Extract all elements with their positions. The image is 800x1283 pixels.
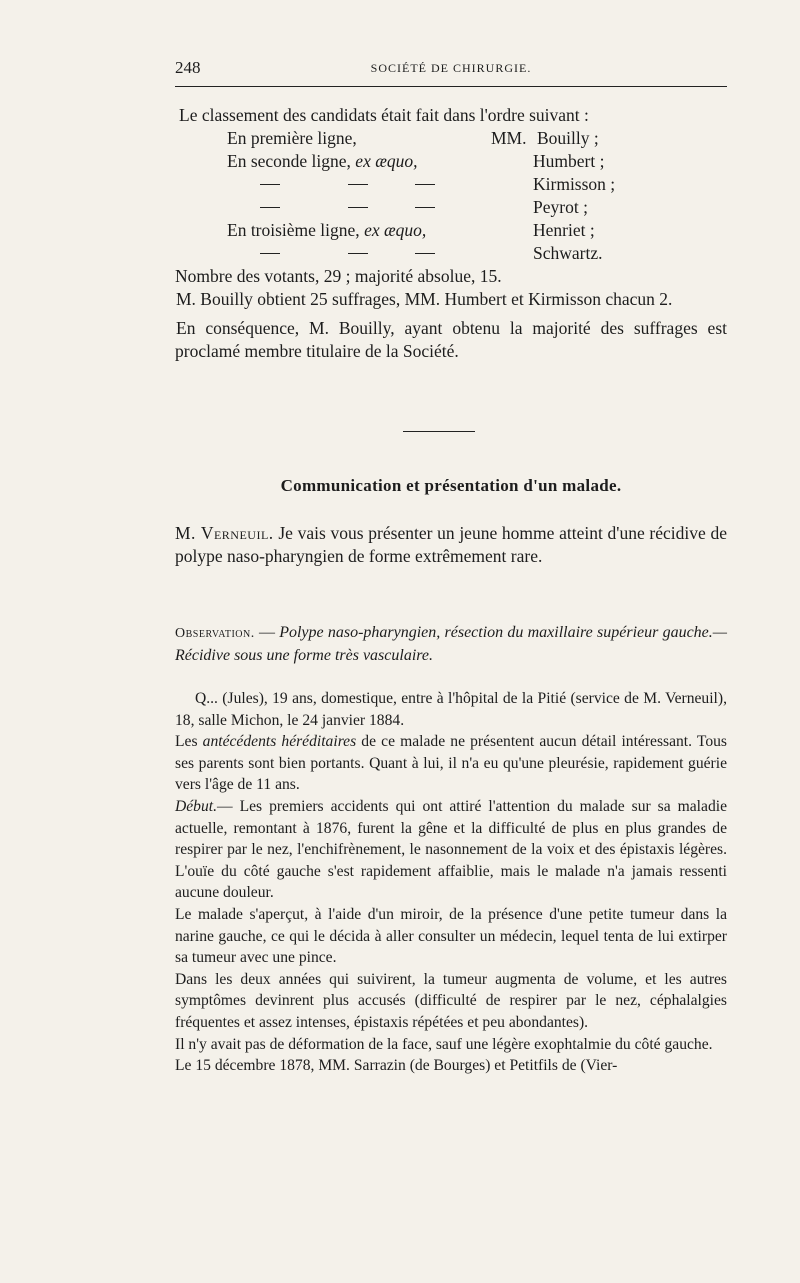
proclamation-line: En conséquence, M. Bouilly, ayant obtenu la majorité des suffrages est proclamé membre titulaire de la Société. bbox=[175, 318, 727, 361]
rank-label: En troisième ligne, ex æquo, bbox=[227, 220, 427, 240]
candidate-name: Schwartz. bbox=[533, 243, 603, 263]
ditto-dash bbox=[260, 207, 280, 208]
ditto-dash bbox=[348, 253, 368, 254]
candidate-row bbox=[227, 219, 727, 242]
result-line: M. Bouilly obtient 25 suffrages, MM. Humbert et Kirmisson chacun 2. bbox=[176, 289, 673, 309]
section-title: Communication et présentation d'un malade. bbox=[280, 476, 622, 495]
case-paragraph: Dans les deux années qui suivirent, la tumeur augmenta de volume, et les autres symptômes devinrent plus accusés (difficulté de respirer par le nez, céphalalgies fréquentes et assez intenses, épistaxis répétées et peu abondantes). bbox=[175, 970, 727, 1031]
observation-label: Observation. bbox=[175, 626, 255, 641]
page-number: 248 bbox=[175, 58, 201, 77]
case-paragraph: Q... (Jules), 19 ans, domestique, entre à l'hôpital de la Pitié (service de M. Verneuil), 18, salle Michon, le 24 janvier 1884. bbox=[175, 690, 727, 729]
candidate-name: Bouilly ; bbox=[537, 128, 599, 148]
rank-label: En seconde ligne, ex æquo, bbox=[227, 151, 418, 171]
candidate-row bbox=[227, 242, 727, 265]
candidate-list bbox=[175, 127, 727, 265]
candidate-row bbox=[227, 127, 727, 150]
mm-label: MM. bbox=[491, 128, 527, 148]
case-body bbox=[175, 688, 727, 1077]
running-head: SOCIÉTÉ DE CHIRURGIE. bbox=[370, 61, 532, 75]
case-paragraph: Le malade s'aperçut, à l'aide d'un miroir, de la présence d'une petite tumeur dans la narine gauche, ce qui le décida à aller consulter un médecin, lequel tenta de lui extirper sa tumeur avec une pince. bbox=[175, 905, 727, 967]
ditto-dash bbox=[260, 253, 280, 254]
observation-heading: Observation. — Polype naso-pharyngien, résection du maxillaire supérieur gauche.— Récidive sous une forme très vasculaire. bbox=[175, 624, 727, 664]
ditto-dash bbox=[348, 207, 368, 208]
intro-text: Je vais vous présenter un jeune homme atteint d'une récidive de polype naso-pharyngien de forme extrêmement rare. bbox=[175, 523, 727, 566]
section-separator bbox=[403, 431, 475, 432]
classement-intro: Le classement des candidats était fait dans l'ordre suivant : bbox=[179, 105, 589, 125]
case-paragraph: Il n'y avait pas de déformation de la face, sauf une légère exophtalmie du côté gauche. bbox=[175, 1035, 713, 1053]
ditto-dash bbox=[348, 184, 368, 185]
ditto-dash bbox=[415, 184, 435, 185]
candidate-name: Peyrot ; bbox=[533, 197, 588, 217]
candidate-row bbox=[227, 196, 727, 219]
election-section bbox=[175, 104, 727, 363]
candidate-row bbox=[227, 173, 727, 196]
candidate-name: Kirmisson ; bbox=[533, 174, 616, 194]
candidate-name: Henriet ; bbox=[533, 220, 595, 240]
ditto-dash bbox=[415, 207, 435, 208]
candidate-row bbox=[227, 150, 727, 173]
case-paragraph: Les antécédents héréditaires de ce malade ne présentent aucun détail intéressant. Tous ses parents sont bien portants. Quant à lui, il n'a eu qu'une pleurésie, rapidement guérie vers l'âge de 11 ans. bbox=[175, 733, 727, 794]
header-rule bbox=[175, 86, 727, 87]
ditto-dash bbox=[415, 253, 435, 254]
page-header bbox=[175, 58, 727, 82]
case-paragraph: Le 15 décembre 1878, MM. Sarrazin (de Bourges) et Petitfils de (Vier- bbox=[175, 1057, 618, 1075]
case-paragraph: Début.— Les premiers accidents qui ont attiré l'attention du malade sur sa maladie actuelle, remontant à 1876, furent la gêne et la difficulté de plus en plus grandes de respirer par le nez, l'enchifrènement, le nasonnement de la voix et des épistaxis légères. L'ouïe du côté gauche s'est rapidement affaiblie, mais le malade n'a jamais ressenti aucune douleur. bbox=[175, 797, 727, 902]
rank-label: En première ligne, bbox=[227, 128, 357, 148]
candidate-name: Humbert ; bbox=[533, 151, 605, 171]
speaker-name: M. Verneuil. bbox=[175, 523, 274, 543]
observation-title: Polype naso-pharyngien, résection du maxillaire supérieur gauche.— Récidive sous une forme très vasculaire. bbox=[175, 624, 727, 664]
votes-line: Nombre des votants, 29 ; majorité absolue, 15. bbox=[175, 266, 502, 286]
ditto-dash bbox=[260, 184, 280, 185]
verneuil-intro bbox=[175, 522, 727, 568]
